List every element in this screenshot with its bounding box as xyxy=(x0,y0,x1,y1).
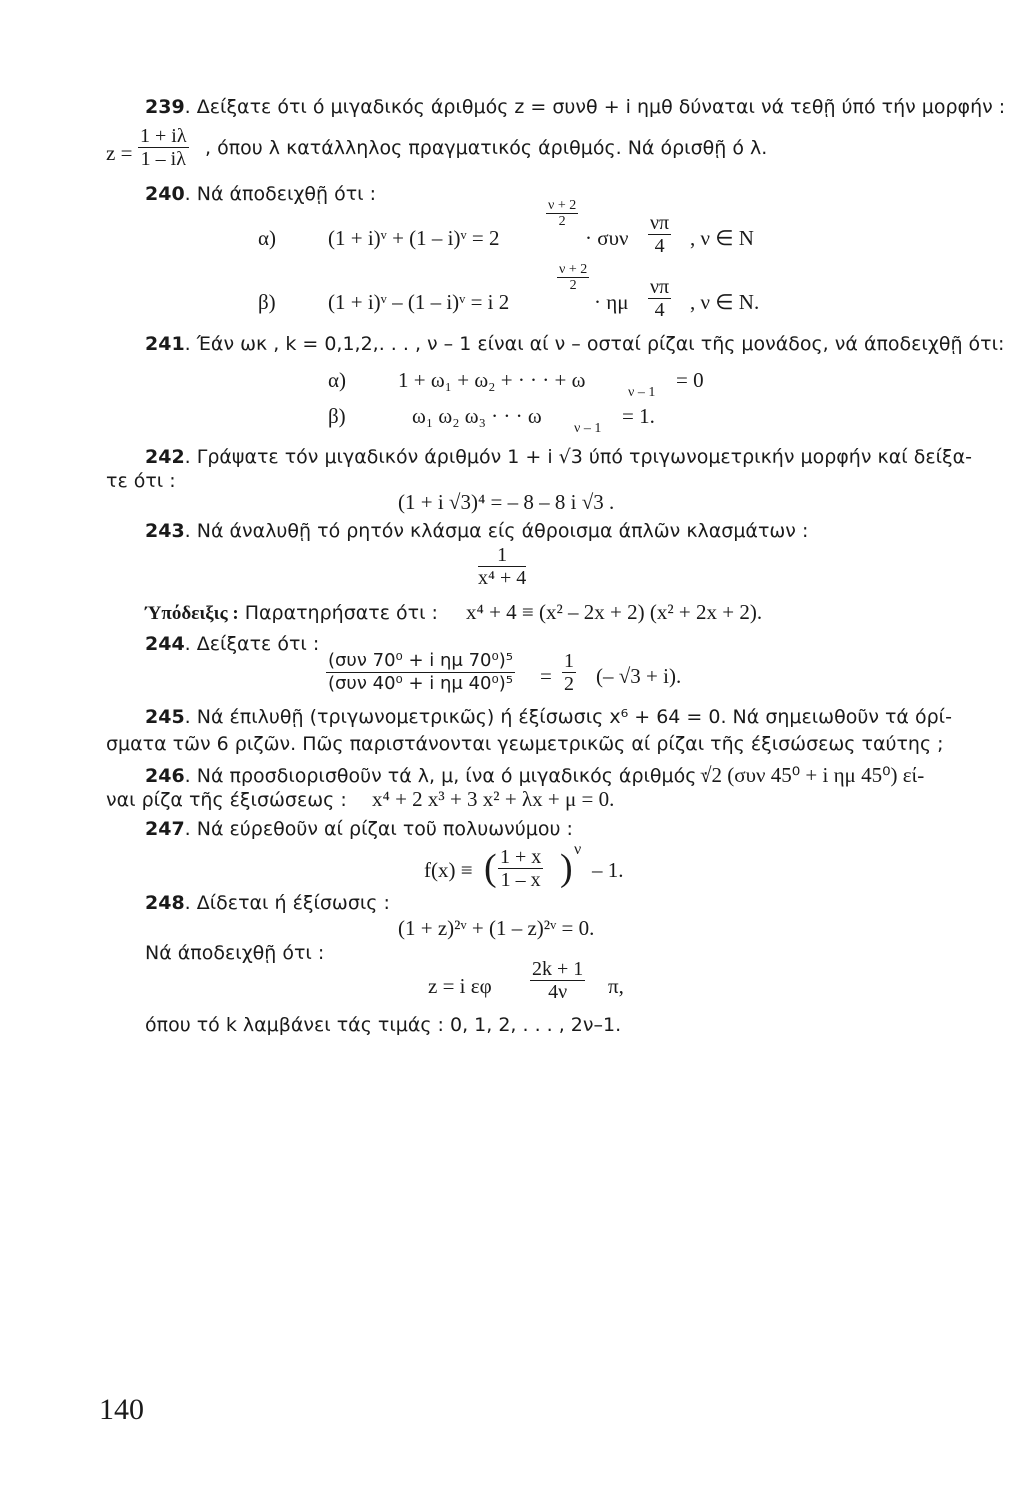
problem-number: 247 xyxy=(145,818,185,840)
hint-equation: x⁴ + 4 ≡ (x² – 2x + 2) (x² + 2x + 2). xyxy=(466,600,763,624)
problem-240-intro xyxy=(145,183,376,205)
exp-top: ν + 2 xyxy=(559,262,588,277)
fraction-npi-4-a xyxy=(648,212,671,257)
problem-number: 246 xyxy=(145,765,185,787)
hint-243 xyxy=(145,602,438,625)
tail-240b: , ν ∈ N. xyxy=(690,290,760,314)
math-246-line2: x⁴ + 2 x³ + 3 x² + λx + μ = 0. xyxy=(372,787,615,811)
denominator: 2 xyxy=(564,673,574,695)
exponent-nu: ν xyxy=(574,841,582,858)
show-that-248: Νά άποδειχθῇ ότι : xyxy=(145,942,325,964)
problem-text: . Γράψατε τόν μιγαδικόν άριθμόν 1 + i √3 ύπό τριγωνομετρικήν μορφήν καί δείξα- xyxy=(184,446,972,468)
problem-239-line1 xyxy=(145,96,1005,118)
problem-241-line1 xyxy=(145,333,1004,355)
equals-244: = xyxy=(540,664,552,688)
expr-241a: 1 + ω₁ + ω₂ + · · · + ω xyxy=(398,368,586,392)
numerator: 1 + iλ xyxy=(140,125,187,147)
problem-246-line1 xyxy=(145,765,709,787)
numerator: 1 + x xyxy=(500,846,542,868)
problem-245-line1 xyxy=(145,706,952,728)
fraction-half xyxy=(562,650,576,695)
exp-bot: 2 xyxy=(558,214,566,229)
fraction-1px-over-1mx xyxy=(498,846,543,891)
problem-number: 241 xyxy=(145,333,185,355)
numerator: 2k + 1 xyxy=(532,958,584,980)
fraction-1-plus-il xyxy=(138,125,189,170)
numerator: νπ xyxy=(650,212,670,234)
problem-number: 240 xyxy=(145,183,185,205)
denominator: 4 xyxy=(654,299,665,321)
fraction-cos70-over-cos40 xyxy=(326,650,515,695)
problem-number: 242 xyxy=(145,446,185,468)
numerator: 1 xyxy=(564,650,574,672)
cos-label-240a: · συν xyxy=(585,226,629,250)
denominator: 1 – x xyxy=(500,869,541,891)
tail-247: – 1. xyxy=(592,858,624,882)
subscript-241b: ν – 1 xyxy=(574,421,602,436)
problem-text: . Έάν ωκ , k = 0,1,2,. . . , ν – 1 είναι αί ν – οσταί ρίζαι τῆς μονάδος, νά άποδειχθῇ ότι: xyxy=(184,333,1005,355)
z-lhs-248: z = i εφ xyxy=(428,974,492,998)
exp-top: ν + 2 xyxy=(548,198,577,213)
problem-244-intro xyxy=(145,633,319,655)
denominator: 4ν xyxy=(548,981,568,1003)
numerator: (συν 70⁰ + i ημ 70⁰)⁵ xyxy=(328,650,513,671)
label-a: α) xyxy=(328,368,346,392)
problem-number: 243 xyxy=(145,520,185,542)
problem-number: 248 xyxy=(145,892,185,914)
problem-text: . Νά έπιλυθῇ (τριγωνομετρικῶς) ή έξίσωσις x⁶ + 64 = 0. Νά σημειωθοῦν τά όρί- xyxy=(184,706,952,728)
numerator: νπ xyxy=(650,276,670,298)
pi-tail-248: π, xyxy=(608,974,624,998)
hint-label: Ύπόδειξις : xyxy=(145,603,239,624)
f-of-x: f(x) ≡ xyxy=(424,858,473,882)
problem-text: . Νά άναλυθῇ τό ρητόν κλάσμα είς άθροισμα άπλῶν κλασμάτων : xyxy=(184,520,809,542)
problem-247-intro xyxy=(145,818,573,840)
problem-text: . Νά άποδειχθῇ ότι : xyxy=(184,183,377,205)
label-a: α) xyxy=(258,226,276,250)
last-line-248: όπου τό k λαμβάνει τάς τιμάς : 0, 1, 2, . . . , 2ν–1. xyxy=(145,1014,622,1036)
fraction-1-over-x4-plus-4 xyxy=(478,544,526,589)
label-b: β) xyxy=(258,290,276,314)
problem-text: . Δίδεται ή έξίσωσις : xyxy=(184,892,390,914)
problem-number: 244 xyxy=(145,633,185,655)
exponent-240b xyxy=(557,262,589,293)
problem-245-line2: σματα τῶν 6 ριζῶν. Πῶς παριστάνονται γεωμετρικῶς αί ρίζαι τῆς έξισώσεως ταύτης ; xyxy=(106,733,944,755)
exp-bot: 2 xyxy=(569,278,577,293)
z-equals: z = xyxy=(106,141,133,165)
right-paren: ) xyxy=(560,847,573,889)
expr-240a: (1 + i)ᵛ + (1 – i)ᵛ = 2 xyxy=(328,226,500,250)
exponent-240a xyxy=(546,198,578,229)
equation-242: (1 + i √3)⁴ = – 8 – 8 i √3 . xyxy=(398,490,615,514)
expr-240b: (1 + i)ᵛ – (1 – i)ᵛ = i 2 xyxy=(328,290,510,314)
expr-241b: ω₁ ω₂ ω₃ · · · ω xyxy=(412,404,542,428)
fraction-npi-4-b xyxy=(648,276,671,321)
problem-number: 245 xyxy=(145,706,185,728)
problem-246-line2: ναι ρίζα τῆς έξισώσεως : xyxy=(106,789,347,811)
problem-text: . Δείξατε ότι : xyxy=(184,633,320,655)
tail-241b: = 1. xyxy=(622,404,655,428)
tail-240a: , ν ∈ N xyxy=(690,226,754,250)
problem-239-line2: , όπου λ κατάλληλος πραγματικός άριθμός. Νά όρισθῇ ό λ. xyxy=(205,137,768,159)
denominator: 1 – iλ xyxy=(140,148,186,170)
subscript-241a: ν – 1 xyxy=(628,385,656,400)
label-b: β) xyxy=(328,404,346,428)
denominator: 4 xyxy=(654,235,665,257)
problem-text: . Νά προσδιορισθοῦν τά λ, μ, ίνα ό μιγαδικός άριθμός : xyxy=(184,765,709,787)
fraction-2k1-over-4n xyxy=(530,958,585,1003)
problem-242-line1 xyxy=(145,446,972,468)
tail-244: (– √3 + i). xyxy=(596,664,682,688)
equation-248: (1 + z)²ᵛ + (1 – z)²ᵛ = 0. xyxy=(398,916,595,940)
problem-248-intro xyxy=(145,892,390,914)
math-246-line1: √2 (συν 45⁰ + i ημ 45⁰) εί- xyxy=(700,763,925,787)
denominator: (συν 40⁰ + i ημ 40⁰)⁵ xyxy=(328,673,513,694)
problem-243-line1 xyxy=(145,520,808,542)
page-number: 140 xyxy=(99,1393,144,1426)
problem-text: . Νά εύρεθοῦν αί ρίζαι τοῦ πολυωνύμου : xyxy=(184,818,573,840)
hint-text: Παρατηρήσατε ότι : xyxy=(244,602,438,624)
problem-number: 239 xyxy=(145,96,185,118)
sin-label-240b: · ημ xyxy=(594,290,629,314)
left-paren: ( xyxy=(484,847,497,889)
problem-text: . Δείξατε ότι ό μιγαδικός άριθμός z = συνθ + i ημθ δύναται νά τεθῇ ύπό τήν μορφήν : xyxy=(184,96,1006,118)
numerator: 1 xyxy=(478,544,526,567)
denominator: x⁴ + 4 xyxy=(478,567,527,589)
problem-242-line2: τε ότι : xyxy=(106,470,176,492)
tail-241a: = 0 xyxy=(676,368,704,392)
